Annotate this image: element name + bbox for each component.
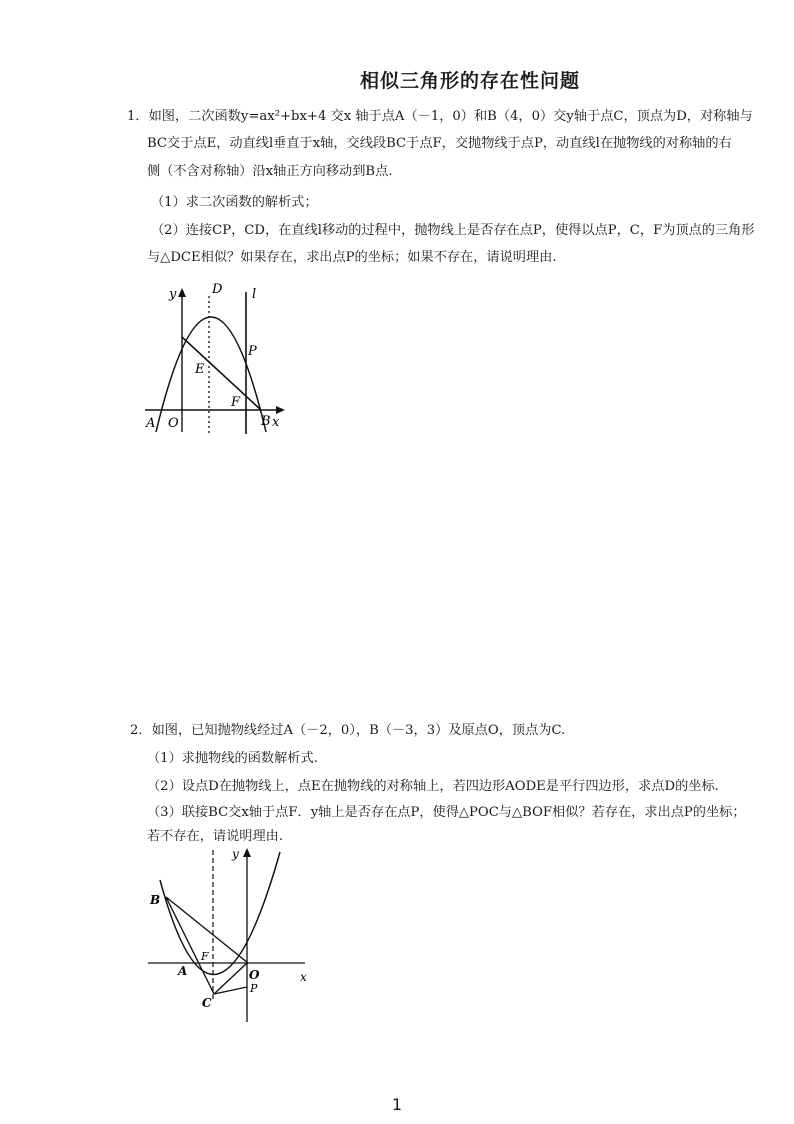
fig1-label-a: A [146, 416, 156, 431]
fig2-label-f: F [201, 950, 209, 963]
q2-part1: （1）求抛物线的函数解析式. [147, 751, 318, 766]
fig1-label-e: E [195, 362, 205, 377]
page-number: 1 [391, 1095, 403, 1114]
fig1-label-o: O [168, 416, 179, 431]
q1-stem-line2: BC交于点E，动直线l垂直于x轴，交线段BC于点F，交抛物线于点P，动直线l在抛物线的对称轴的右 [147, 136, 732, 151]
fig1-label-f: F [231, 395, 241, 410]
q1-stem-line1: 1．如图，二次函数y=ax²+bx+4 交x 轴于点A（－1，0）和B（4，0）交y轴于点C，顶点为D，对称轴与 [127, 109, 753, 124]
fig1-y-arrow [178, 288, 186, 297]
fig2-label-a: A [178, 964, 188, 978]
fig2-label-p: P [250, 982, 258, 995]
q1-part2-line2: 与△DCE相似？如果存在，求出点P的坐标；如果不存在，请说明理由. [147, 250, 557, 265]
fig2-label-b: B [150, 893, 161, 907]
fig1-label-p: P [248, 344, 257, 359]
fig1-parabola [156, 317, 266, 432]
fig1-label-d: D [212, 282, 223, 297]
q1-part2-line1: （2）连接CP，CD，在直线l移动的过程中，抛物线上是否存在点P，使得以点P，C，F为顶点的三角形 [151, 223, 755, 238]
fig2-label-o: O [249, 968, 260, 982]
fig1-label-b: B [261, 414, 271, 429]
q1-part1: （1）求二次函数的解析式； [151, 195, 318, 210]
page-title: 相似三角形的存在性问题 [359, 70, 580, 92]
figure-2 [140, 842, 320, 1027]
fig2-label-x: x [300, 970, 307, 984]
fig1-x-arrow [276, 406, 285, 414]
fig2-segment-cp [214, 987, 247, 994]
fig2-label-c: C [202, 996, 212, 1010]
q1-stem-line3: 侧（不含对称轴）沿x轴正方向移动到B点. [147, 164, 393, 179]
fig1-label-y: y [169, 287, 177, 302]
fig2-segment-co [214, 963, 247, 994]
fig2-segment-bc [166, 897, 214, 994]
q2-stem: 2．如图，已知抛物线经过A（－2，0），B（－3，3）及原点O，顶点为C. [130, 723, 566, 738]
fig2-label-y: y [232, 847, 239, 861]
fig2-y-arrow [243, 848, 251, 857]
fig2-parabola [160, 852, 280, 974]
q2-part3-line2: 若不存在，请说明理由. [147, 829, 284, 844]
q2-part2: （2）设点D在抛物线上，点E在抛物线的对称轴上，若四边形AODE是平行四边形，求点D的坐标. [147, 779, 719, 794]
q2-part3-line1: （3）联接BC交x轴于点F．y轴上是否存在点P，使得△POC与△BOF相似？若存在，求出点P的坐标； [147, 805, 746, 820]
figure-1 [140, 282, 300, 437]
fig1-label-x: x [272, 415, 280, 430]
fig1-label-l: l [252, 287, 257, 302]
